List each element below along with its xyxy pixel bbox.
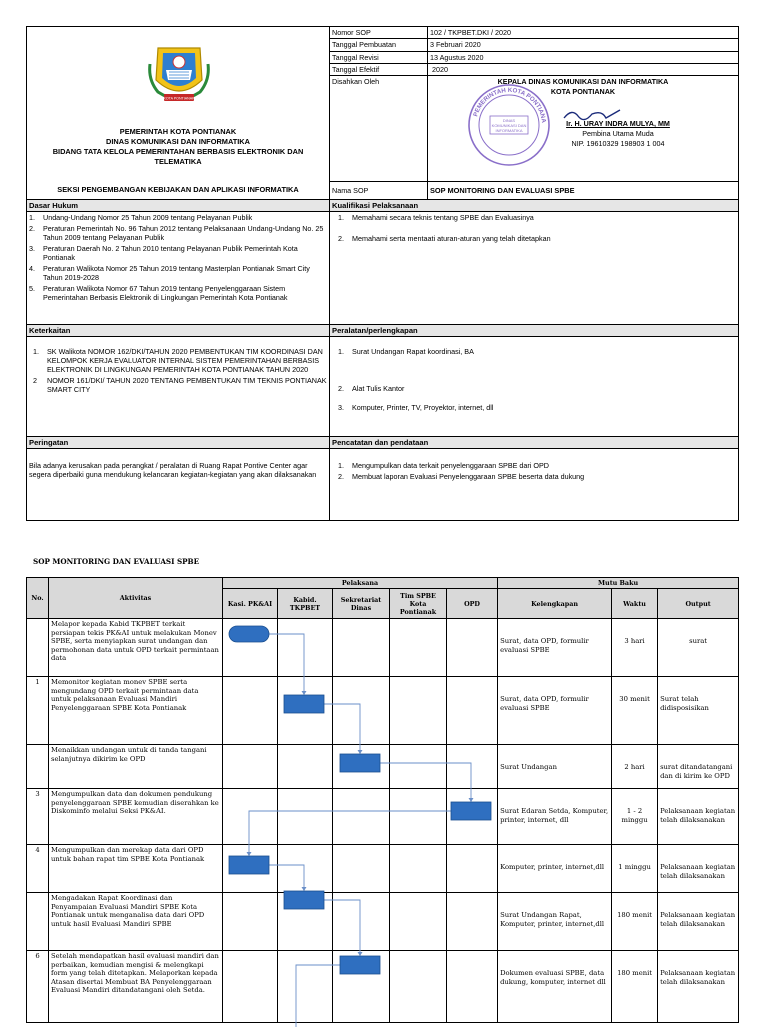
meta-value-tgl-revisi: 13 Agustus 2020 bbox=[428, 51, 739, 63]
header-waktu: Waktu bbox=[612, 589, 658, 619]
header-actor-tim-spbe: Tim SPBE Kota Pontianak bbox=[390, 589, 447, 619]
swimlane-cell bbox=[278, 745, 333, 789]
header-actor-kasi: Kasi. PK&AI bbox=[223, 589, 278, 619]
swimlane-cell bbox=[278, 845, 333, 893]
header-actor-kabid: Kabid. TKPBET bbox=[278, 589, 333, 619]
sop-header bbox=[26, 26, 738, 521]
org-line-1: PEMERINTAH KOTA PONTIANAK bbox=[119, 127, 237, 136]
list-item: 1. Surat Undangan Rapat koordinasi, BA bbox=[338, 347, 474, 356]
flow-row-no: 4 bbox=[27, 845, 49, 893]
swimlane-cell bbox=[447, 951, 498, 1023]
flow-row-kelengkapan: Komputer, printer, internet,dll bbox=[498, 845, 612, 893]
header-no: No. bbox=[27, 578, 49, 619]
swimlane-cell bbox=[333, 951, 390, 1023]
section-title-dasar-hukum: Dasar Hukum bbox=[27, 200, 330, 212]
swimlane-cell bbox=[390, 745, 447, 789]
pencatatan-list bbox=[330, 449, 739, 521]
flow-row-aktivitas: Mengadakan Rapat Koordinasi dan Penyampaian Evaluasi Mandiri SPBE Kota Pontianak untuk menganalisa data dari OPD untuk hasil Evaluasi Mandiri SPBE bbox=[49, 893, 223, 951]
dasar-hukum-list bbox=[27, 212, 330, 325]
swimlane-cell bbox=[278, 789, 333, 845]
header-aktivitas: Aktivitas bbox=[49, 578, 223, 619]
org-line-3: BIDANG TATA KELOLA PEMERINTAHAN BERBASIS ELEKTRONIK DAN TELEMATIKA bbox=[52, 147, 304, 166]
swimlane-cell bbox=[390, 893, 447, 951]
swimlane-cell bbox=[447, 893, 498, 951]
flow-row-waktu: 3 hari bbox=[612, 619, 658, 677]
flow-row-aktivitas: Mengumpulkan data dan dokumen pendukung penyelenggaraan SPBE kemudian diserahkan ke Diskominfo melalui Seksi PK&AI. bbox=[49, 789, 223, 845]
stamp-inner-text: DINAS KOMUNIKASI DAN INFORMATIKA bbox=[491, 118, 527, 134]
swimlane-cell bbox=[333, 619, 390, 677]
swimlane-cell bbox=[223, 619, 278, 677]
header-actor-sekretariat: Sekretariat Dinas bbox=[333, 589, 390, 619]
swimlane-cell bbox=[447, 789, 498, 845]
swimlane-cell bbox=[333, 677, 390, 745]
meta-label-nomor: Nomor SOP bbox=[330, 27, 428, 39]
list-item: 1. Mengumpulkan data terkait penyelenggaraan SPBE dari OPD bbox=[338, 461, 549, 470]
flow-row bbox=[27, 619, 739, 677]
swimlane-cell bbox=[223, 951, 278, 1023]
meta-value-tgl-efektif: 2020 bbox=[428, 64, 739, 76]
swimlane-cell bbox=[223, 745, 278, 789]
flow-row-kelengkapan: Surat Edaran Setda, Komputer, printer, internet, dll bbox=[498, 789, 612, 845]
flow-row-no: 1 bbox=[27, 677, 49, 745]
list-item: 2. Memahami serta mentaati aturan-aturan yang telah ditetapkan bbox=[338, 234, 551, 243]
keterkaitan-list bbox=[27, 337, 330, 437]
kualifikasi-list bbox=[330, 212, 739, 325]
flow-row-kelengkapan: Dokumen evaluasi SPBE, data dukung, komputer, internet dll bbox=[498, 951, 612, 1023]
list-item: 2. Membuat laporan Evaluasi Penyelenggaraan SPBE beserta data dukung bbox=[338, 472, 585, 481]
swimlane-cell bbox=[278, 893, 333, 951]
list-item: 1. Memahami secara teknis tentang SPBE dan Evaluasinya bbox=[338, 213, 534, 222]
list-item: 3. Peraturan Daerah No. 2 Tahun 2010 tentang Pelayanan Publik Pemerintah Kota Pontianak bbox=[29, 244, 298, 262]
meta-value-nomor: 102 / TKPBET.DKI / 2020 bbox=[428, 27, 739, 39]
flow-row-output: Pelaksanaan kegiatan telah dilaksanakan bbox=[658, 893, 739, 951]
swimlane-cell bbox=[223, 789, 278, 845]
meta-label-tgl-buat: Tanggal Pembuatan bbox=[330, 39, 428, 51]
flow-row bbox=[27, 745, 739, 789]
swimlane-cell bbox=[278, 951, 333, 1023]
meta-label-disahkan: Disahkan Oleh bbox=[330, 76, 428, 182]
section-title-kualifikasi: Kualifikasi Pelaksanaan bbox=[330, 200, 739, 212]
swimlane-cell bbox=[278, 619, 333, 677]
list-item: 1. SK Walikota NOMOR 162/DKI/TAHUN 2020 PEMBENTUKAN TIM KOORDINASI DAN KELOMPOK KERJA EVALUATOR INTERNAL SISTEM PEMERINTAHAN BERBASIS ELEKTRONIK DI LINGKUNGAN PEMERINTAH KOTA PONTIANAK TAHUN 2020 bbox=[33, 347, 323, 374]
org-line-2: DINAS KOMUNIKASI DAN INFORMATIKA bbox=[106, 137, 250, 146]
flow-row-waktu: 2 hari bbox=[612, 745, 658, 789]
list-item: 4. Peraturan Walikota Nomor 25 Tahun 2019 tentang Masterplan Pontianak Smart City Tahun 2019-2028 bbox=[29, 264, 310, 282]
flow-row-aktivitas: Melapor kepada Kabid TKPBET terkait persiapan tekis PK&AI untuk melakukan Monev SPBE, serta menyiapkan surat undangan dan permohonan data untuk OPD terkait permintaan data bbox=[49, 619, 223, 677]
flow-row-kelengkapan: Surat Undangan bbox=[498, 745, 612, 789]
header-mutu-baku: Mutu Baku bbox=[498, 578, 739, 589]
header-kelengkapan: Kelengkapan bbox=[498, 589, 612, 619]
swimlane-cell bbox=[390, 677, 447, 745]
flow-row-no bbox=[27, 619, 49, 677]
swimlane-cell bbox=[447, 745, 498, 789]
sop-name-value: SOP MONITORING DAN EVALUASI SPBE bbox=[428, 182, 739, 200]
flow-row-waktu: 180 menit bbox=[612, 893, 658, 951]
flow-row-aktivitas: Mengumpulkan dan merekap data dari OPD untuk bahan rapat tim SPBE Kota Pontianak bbox=[49, 845, 223, 893]
logo-caption: KOTA PONTIANAK bbox=[163, 96, 195, 101]
swimlane-cell bbox=[223, 677, 278, 745]
signature-icon bbox=[562, 106, 622, 126]
swimlane-cell bbox=[223, 845, 278, 893]
swimlane-cell bbox=[333, 893, 390, 951]
flow-row-waktu: 180 menit bbox=[612, 951, 658, 1023]
approval-title-1: KEPALA DINAS KOMUNIKASI DAN INFORMATIKA bbox=[497, 77, 669, 87]
official-stamp bbox=[466, 82, 552, 168]
flow-row-output: Pelaksanaan kegiatan telah dilaksanakan bbox=[658, 951, 739, 1023]
flow-row-waktu: 1 minggu bbox=[612, 845, 658, 893]
flow-row-no bbox=[27, 745, 49, 789]
sop-flowchart-table bbox=[26, 577, 738, 1027]
org-identity-cell bbox=[27, 27, 330, 200]
stamp-text: PEMERINTAH KOTA PONTIANA bbox=[472, 87, 547, 124]
swimlane-cell bbox=[390, 789, 447, 845]
section-title-pencatatan: Pencatatan dan pendataan bbox=[330, 437, 739, 449]
flow-row bbox=[27, 951, 739, 1023]
header-actor-opd: OPD bbox=[447, 589, 498, 619]
approval-nip: NIP. 19610329 198903 1 004 bbox=[571, 139, 665, 149]
flow-row-aktivitas: Setelah mendapatkan hasil evaluasi mandiri dan perbaikan, kemudian mengisi & melengkapi form yang telah ditetapkan. Melaporkan kepada Atasan disertai Membuat BA Penyelenggaraan Evaluasi Mandiri ditandatangani oleh Setda. bbox=[49, 951, 223, 1023]
list-item: 2. Peraturan Pemerintah No. 96 Tahun 2012 tentang Pelaksanaan Undang-Undang No. 25 Tahun 2009 tentang Pelayanan Publik bbox=[29, 224, 324, 242]
flow-row bbox=[27, 677, 739, 745]
flow-row-waktu: 30 menit bbox=[612, 677, 658, 745]
flow-row-aktivitas: Memonitor kegiatan monev SPBE serta mengundang OPD terkait permintaan data untuk pelaksanaan Evaluasi Mandiri Penyelenggaraan SPBE Kota Pontianak bbox=[49, 677, 223, 745]
list-item: 2. Alat Tulis Kantor bbox=[338, 384, 405, 393]
swimlane-cell bbox=[447, 845, 498, 893]
flow-row bbox=[27, 845, 739, 893]
swimlane-cell bbox=[333, 789, 390, 845]
peringatan-text: Bila adanya kerusakan pada perangkat / peralatan di Ruang Rapat Pontive Center agar segera diperbaiki guna mendukung kelancaran kegiatan-kegiatan yang akan dilaksanakan bbox=[27, 449, 330, 521]
flow-row-waktu: 1 - 2 minggu bbox=[612, 789, 658, 845]
flow-title: SOP MONITORING DAN EVALUASI SPBE bbox=[33, 557, 200, 566]
section-title-peringatan: Peringatan bbox=[27, 437, 330, 449]
list-item: 1. Undang-Undang Nomor 25 Tahun 2009 tentang Pelayanan Publik bbox=[29, 213, 253, 222]
peralatan-list bbox=[330, 337, 739, 437]
flow-row-output: Surat telah didisposisikan bbox=[658, 677, 739, 745]
swimlane-cell bbox=[390, 845, 447, 893]
approval-title-2: KOTA PONTIANAK bbox=[550, 87, 616, 97]
approval-rank: Pembina Utama Muda bbox=[582, 129, 654, 139]
approval-name: Ir. H. URAY INDRA MULYA, MM bbox=[566, 119, 670, 129]
flow-row-aktivitas: Menaikkan undangan untuk di tanda tangani selanjutnya dikirim ke OPD bbox=[49, 745, 223, 789]
flow-row-kelengkapan: Surat, data OPD, formulir evaluasi SPBE bbox=[498, 677, 612, 745]
meta-label-tgl-revisi: Tanggal Revisi bbox=[330, 51, 428, 63]
swimlane-cell bbox=[390, 951, 447, 1023]
flow-row-output: surat ditandatangani dan di kirim ke OPD bbox=[658, 745, 739, 789]
section-title-keterkaitan: Keterkaitan bbox=[27, 325, 330, 337]
sop-name-label: Nama SOP bbox=[330, 182, 428, 200]
header-pelaksana: Pelaksana bbox=[223, 578, 498, 589]
swimlane-cell bbox=[278, 677, 333, 745]
flow-row-output: Pelaksanaan kegiatan telah dilaksanakan bbox=[658, 845, 739, 893]
flow-row-kelengkapan: Surat, data OPD, formulir evaluasi SPBE bbox=[498, 619, 612, 677]
section-title-peralatan: Peralatan/perlengkapan bbox=[330, 325, 739, 337]
swimlane-cell bbox=[390, 619, 447, 677]
list-item: 2 NOMOR 161/DKI/ TAHUN 2020 TENTANG PEMBENTUKAN TIM TEKNIS PONTIANAK SMART CITY bbox=[33, 376, 327, 394]
list-item: 5. Peraturan Walikota Nomor 67 Tahun 2019 tentang Penyelenggaraan Sistem Pemerintahan Berbasis Elektronik di Lingkungan Pemerintah Kota Pontianak bbox=[29, 284, 288, 302]
flow-row-output: surat bbox=[658, 619, 739, 677]
meta-label-tgl-efektif: Tanggal Efektif bbox=[330, 64, 428, 76]
flow-row bbox=[27, 893, 739, 951]
flow-row-kelengkapan: Surat Undangan Rapat, Komputer, printer, internet,dll bbox=[498, 893, 612, 951]
flow-row-no: 6 bbox=[27, 951, 49, 1023]
section-name: SEKSI PENGEMBANGAN KEBIJAKAN DAN APLIKASI INFORMATIKA bbox=[57, 185, 299, 194]
meta-value-tgl-buat: 3 Februari 2020 bbox=[428, 39, 739, 51]
flow-row-no bbox=[27, 893, 49, 951]
swimlane-cell bbox=[223, 893, 278, 951]
flow-row-no: 3 bbox=[27, 789, 49, 845]
swimlane-cell bbox=[333, 845, 390, 893]
list-item: 3. Komputer, Printer, TV, Proyektor, internet, dll bbox=[338, 403, 494, 412]
swimlane-cell bbox=[447, 677, 498, 745]
swimlane-cell bbox=[447, 619, 498, 677]
flow-row-output: Pelaksanaan kegiatan telah dilaksanakan bbox=[658, 789, 739, 845]
approval-cell bbox=[428, 76, 739, 182]
swimlane-cell bbox=[333, 745, 390, 789]
header-output: Output bbox=[658, 589, 739, 619]
flow-row bbox=[27, 789, 739, 845]
